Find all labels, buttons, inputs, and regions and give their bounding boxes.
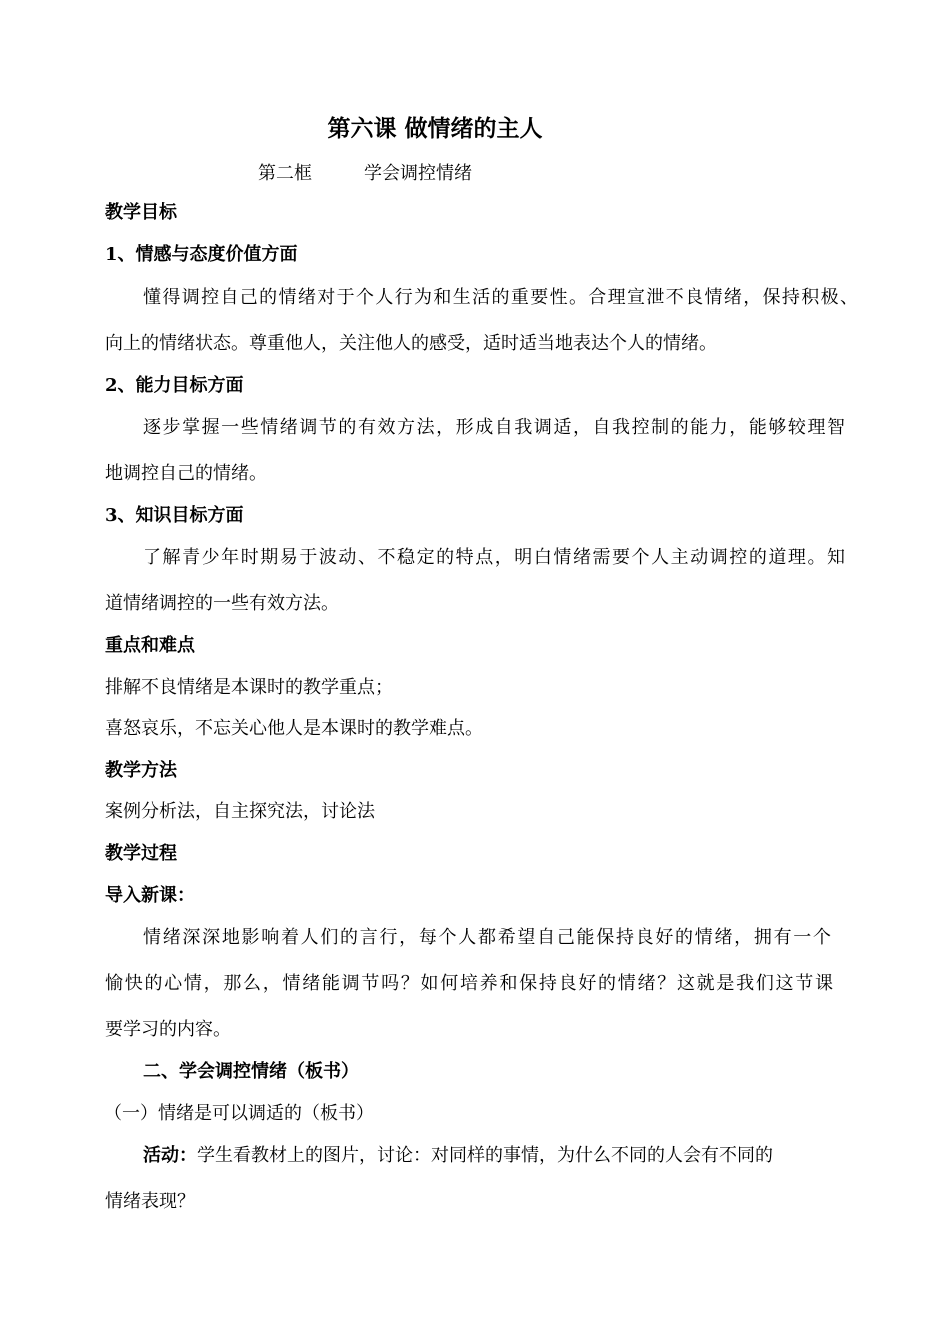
- goal3-heading: 3、知识目标方面: [105, 505, 244, 526]
- activity-text: 学生看教材上的图片，讨论：对同样的事情，为什么不同的人会有不同的: [197, 1145, 773, 1166]
- process-heading: 教学过程: [105, 843, 177, 864]
- activity-line2: 情绪表现？: [105, 1191, 195, 1212]
- intro-heading: 导入新课：: [105, 885, 195, 906]
- goal3-line2: 道情绪调控的一些有效方法。: [105, 593, 339, 614]
- intro-line1: 情绪深深地影响着人们的言行，每个人都希望自己能保持良好的情绪，拥有一个: [143, 927, 831, 948]
- goal1-heading: 1、情感与态度价值方面: [105, 244, 298, 265]
- activity-line1: [143, 1144, 831, 1168]
- key-point-difficulty: 喜怒哀乐，不忘关心他人是本课时的教学难点。: [105, 718, 483, 739]
- goals-heading: 教学目标: [105, 202, 177, 223]
- lesson-title: 第六课 做情绪的主人: [327, 115, 543, 142]
- subsection1-heading: （一）情绪是可以调适的（板书）: [104, 1103, 374, 1124]
- subtitle-part: 第二框: [258, 163, 312, 184]
- lesson-subtitle: [258, 159, 472, 185]
- intro-line2: 愉快的心情，那么，情绪能调节吗？如何培养和保持良好的情绪？这就是我们这节课: [105, 973, 833, 994]
- goal2-line2: 地调控自己的情绪。: [105, 463, 267, 484]
- intro-line3: 要学习的内容。: [105, 1019, 231, 1040]
- section2-heading: 二、学会调控情绪（板书）: [143, 1061, 359, 1082]
- activity-label: 活动：: [143, 1145, 197, 1166]
- goal3-line1: 了解青少年时期易于波动、不稳定的特点，明白情绪需要个人主动调控的道理。知: [143, 547, 845, 568]
- methods-heading: 教学方法: [105, 760, 177, 781]
- goal1-line1: 懂得调控自己的情绪对于个人行为和生活的重要性。合理宣泄不良情绪，保持积极、: [143, 287, 858, 308]
- goal2-heading: 2、能力目标方面: [105, 375, 244, 396]
- goal1-line2: 向上的情绪状态。尊重他人，关注他人的感受，适时适当地表达个人的情绪。: [105, 333, 717, 354]
- methods-text: 案例分析法，自主探究法，讨论法: [105, 801, 375, 822]
- key-points-heading: 重点和难点: [105, 635, 195, 656]
- subtitle-topic: 学会调控情绪: [364, 163, 472, 184]
- key-point-focus: 排解不良情绪是本课时的教学重点；: [105, 677, 393, 698]
- goal2-line1: 逐步掌握一些情绪调节的有效方法，形成自我调适，自我控制的能力，能够较理智: [143, 417, 845, 438]
